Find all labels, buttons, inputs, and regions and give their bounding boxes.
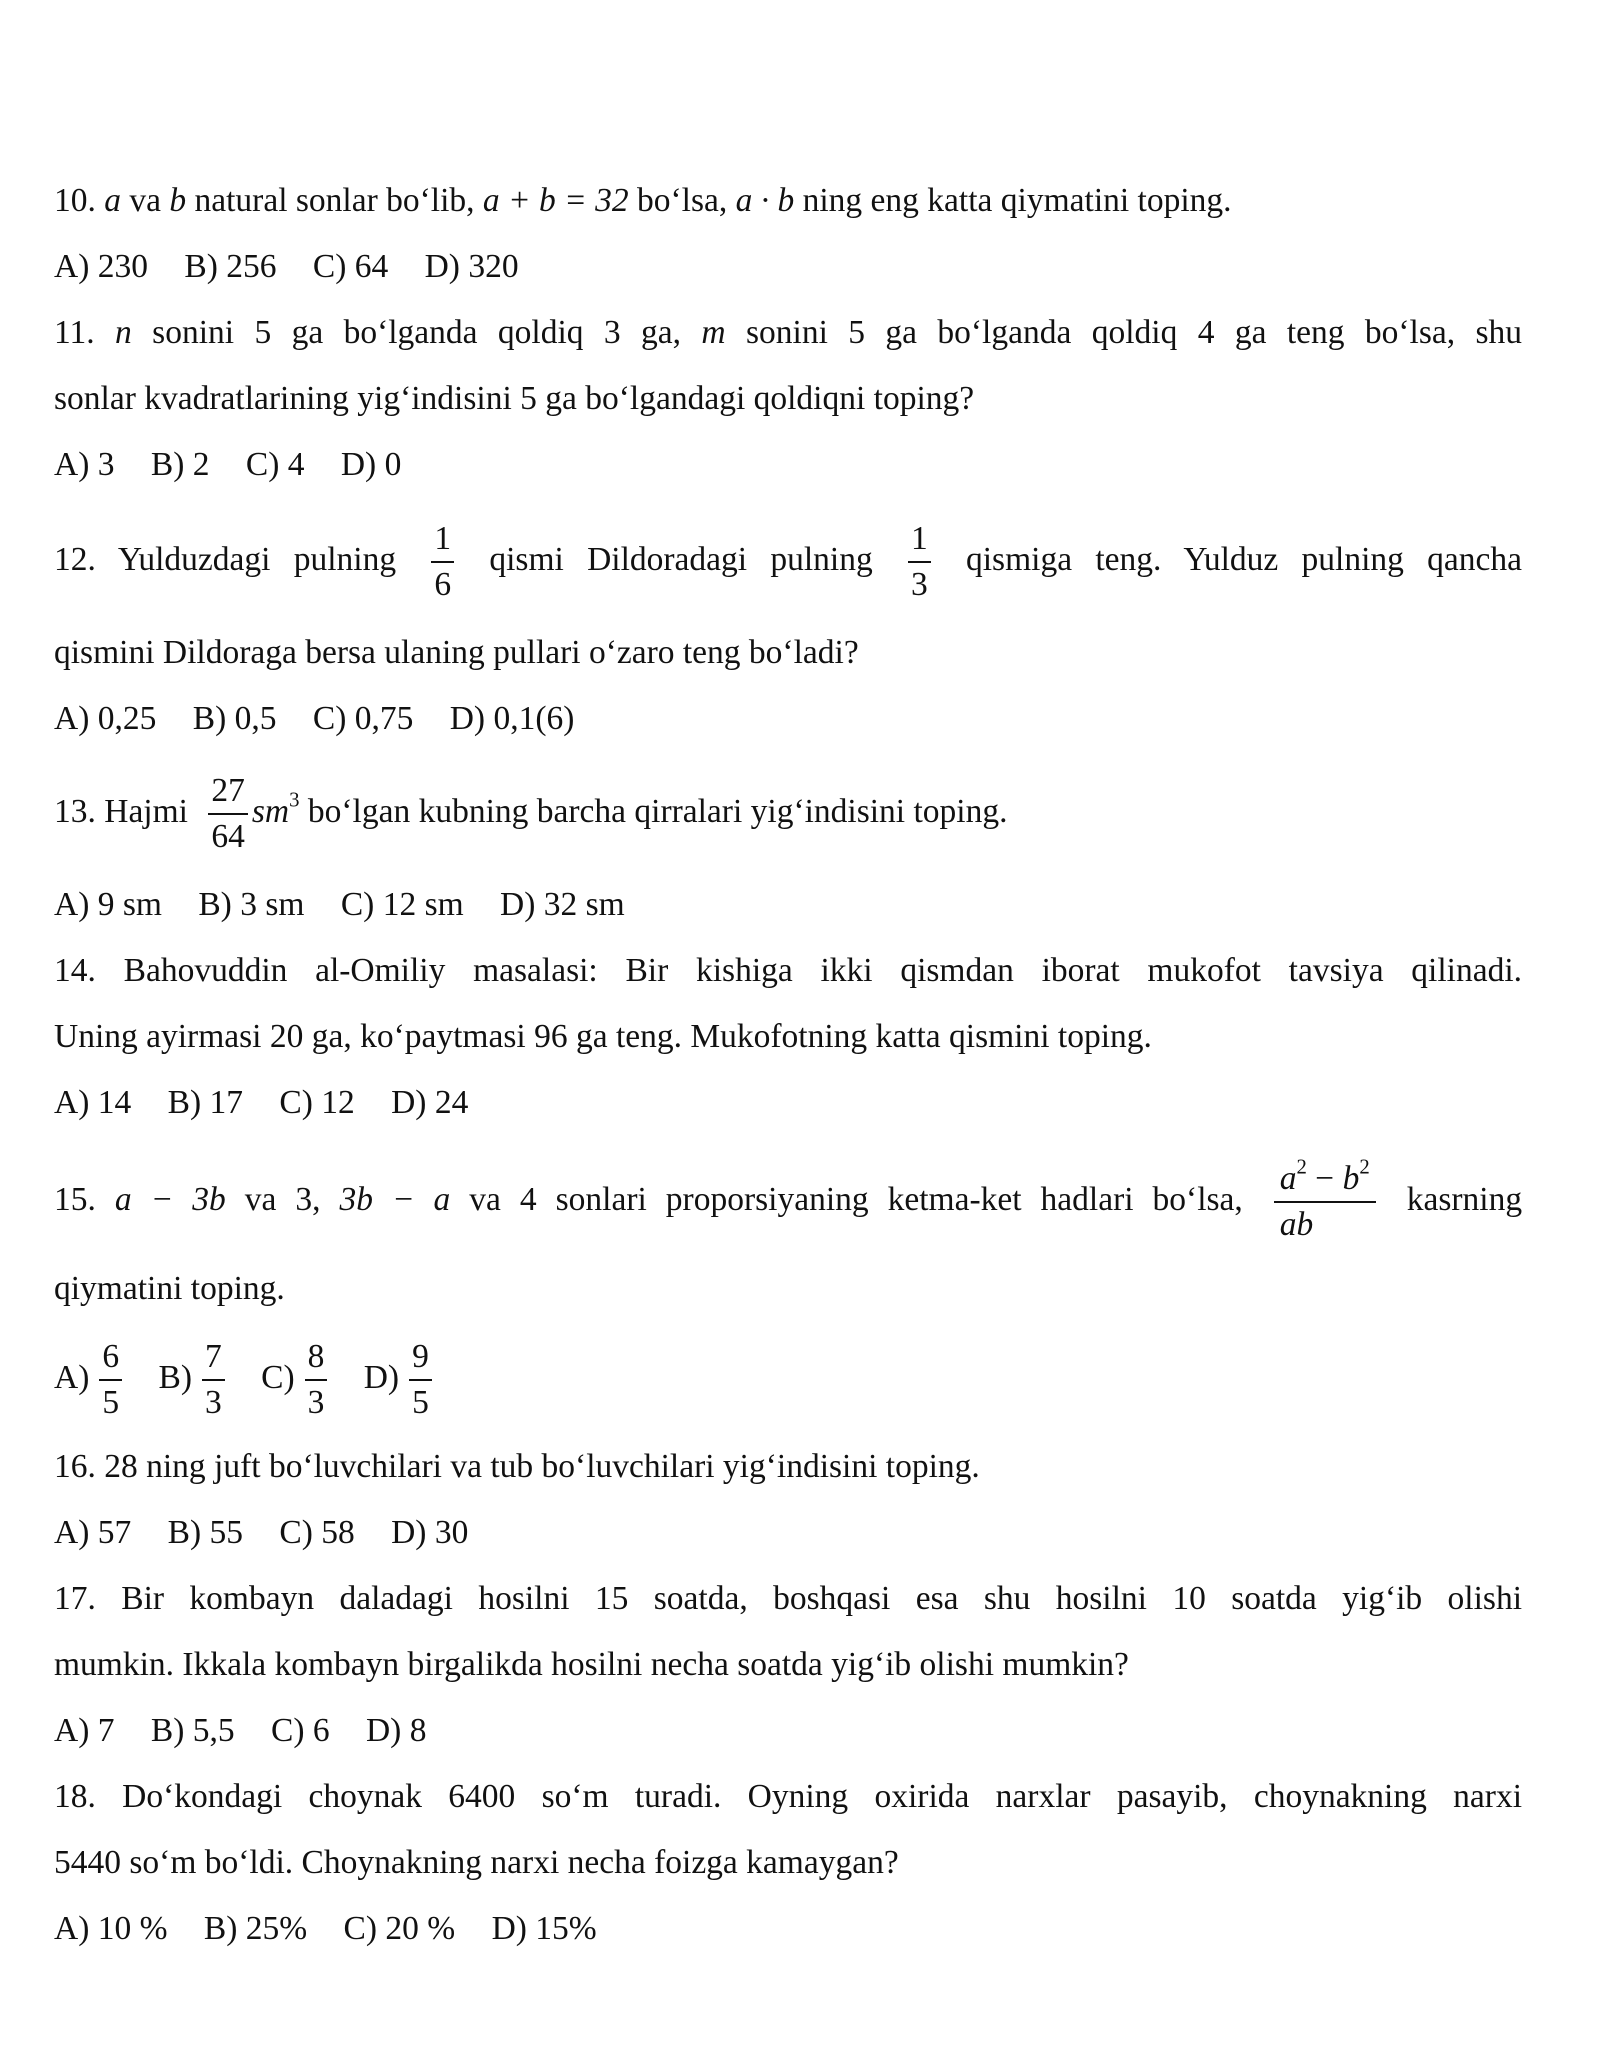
var-m: m — [701, 314, 726, 351]
unit: sm — [251, 793, 290, 830]
options-12 — [54, 686, 1522, 752]
var-a: a — [104, 182, 121, 219]
option-label: A) — [54, 1359, 90, 1396]
text: qismi Dildoradagi pulning — [489, 541, 873, 578]
numerator: 7 — [202, 1338, 225, 1382]
option-fraction — [305, 1338, 328, 1423]
option-b[interactable]: B) 256 — [184, 248, 277, 285]
option-a[interactable]: A) 14 — [54, 1084, 132, 1121]
option-b[interactable]: B) 3 sm — [198, 886, 305, 923]
text: va — [129, 182, 161, 219]
numerator — [1274, 1155, 1376, 1204]
equation: a + b = 32 — [482, 182, 629, 219]
denominator: 64 — [211, 818, 245, 856]
denominator: 5 — [412, 1384, 429, 1422]
option-c[interactable]: C) 64 — [312, 248, 389, 285]
question-16 — [54, 1434, 1522, 1500]
option-c[interactable] — [261, 1337, 333, 1422]
option-c[interactable]: C) 20 % — [343, 1910, 456, 1947]
question-12-line-2: qismini Dildoraga bersa ulaning pullari o‘zaro teng bo‘ladi? — [54, 634, 859, 671]
fraction-expression — [1274, 1155, 1376, 1245]
text: sonini 5 ga bo‘lganda qoldiq 3 ga, — [152, 314, 682, 351]
question-number: 11. — [54, 314, 95, 351]
options-11 — [54, 432, 1522, 498]
question-13 — [54, 764, 1522, 860]
text: kasrning — [1406, 1181, 1523, 1218]
options-17 — [54, 1698, 1522, 1764]
question-15 — [54, 1152, 1522, 1248]
option-b[interactable]: B) 25% — [203, 1910, 308, 1947]
option-d[interactable]: D) 0,1(6) — [449, 700, 575, 737]
options-13 — [54, 872, 1522, 938]
var-b: b — [1342, 1159, 1360, 1197]
fraction-1-3 — [908, 520, 931, 605]
text: va 3, — [244, 1181, 321, 1218]
option-d[interactable]: D) 30 — [391, 1514, 469, 1551]
fraction-27-64 — [208, 772, 248, 857]
denominator: 5 — [102, 1384, 120, 1422]
denominator: 3 — [307, 1384, 325, 1422]
text: Do‘kondagi choynak 6400 so‘m turadi. Oyning oxirida narxlar pasayib, choynakning narxi — [122, 1778, 1522, 1815]
options-15 — [54, 1330, 1522, 1426]
text: Yulduzdagi pulning — [117, 541, 397, 578]
option-label: B) — [158, 1359, 192, 1396]
option-d[interactable]: D) 320 — [424, 248, 519, 285]
question-15-line-2: qiymatini toping. — [54, 1270, 285, 1307]
question-17 — [54, 1566, 1522, 1632]
question-number: 10. — [54, 182, 96, 219]
option-a[interactable]: A) 9 sm — [54, 886, 162, 923]
option-a[interactable]: A) 7 — [54, 1712, 115, 1749]
text: bo‘lsa, — [637, 182, 728, 219]
option-b[interactable]: B) 55 — [167, 1514, 243, 1551]
question-11 — [54, 300, 1522, 366]
expression: a · b — [735, 182, 795, 219]
option-c[interactable]: C) 0,75 — [312, 700, 414, 737]
option-d[interactable]: D) 24 — [391, 1084, 469, 1121]
option-a[interactable] — [54, 1337, 128, 1422]
expression-1: a − 3b — [114, 1181, 226, 1218]
option-d[interactable]: D) 8 — [365, 1712, 427, 1749]
denominator: 3 — [204, 1384, 222, 1422]
text: Hajmi — [104, 793, 188, 830]
option-fraction — [99, 1338, 122, 1423]
text: natural sonlar bo‘lib, — [194, 182, 475, 219]
option-a[interactable]: A) 3 — [54, 446, 115, 483]
question-number: 17. — [54, 1580, 96, 1617]
expression-2: 3b − a — [339, 1181, 451, 1218]
option-d[interactable]: D) 0 — [340, 446, 402, 483]
numerator: 27 — [208, 772, 248, 816]
exponent: 2 — [1296, 1155, 1307, 1179]
options-18 — [54, 1896, 1522, 1962]
option-d[interactable] — [363, 1337, 438, 1422]
question-12 — [54, 512, 1522, 608]
numerator: 6 — [99, 1338, 122, 1382]
text: Bir kombayn daladagi hosilni 15 soatda, boshqasi esa shu hosilni 10 soatda yig‘ib olishi — [121, 1580, 1523, 1617]
option-a[interactable]: A) 10 % — [54, 1910, 168, 1947]
question-14 — [54, 938, 1522, 1004]
exponent: 3 — [289, 788, 300, 812]
options-10 — [54, 234, 1522, 300]
option-a[interactable]: A) 230 — [54, 248, 148, 285]
question-number: 18. — [54, 1778, 96, 1815]
option-a[interactable]: A) 57 — [54, 1514, 132, 1551]
options-14 — [54, 1070, 1522, 1136]
question-10 — [54, 168, 1522, 234]
var-n: n — [115, 314, 132, 351]
question-14-line-2: Uning ayirmasi 20 ga, ko‘paytmasi 96 ga teng. Mukofotning katta qismini toping. — [54, 1018, 1152, 1055]
option-c[interactable]: C) 6 — [270, 1712, 330, 1749]
option-d[interactable]: D) 15% — [491, 1910, 597, 1947]
option-b[interactable] — [158, 1337, 230, 1422]
var-a: a — [1279, 1159, 1297, 1197]
numerator: 1 — [908, 520, 931, 564]
option-label: D) — [363, 1359, 400, 1396]
text: va 4 sonlari proporsiyaning ketma-ket hadlari bo‘lsa, — [469, 1181, 1243, 1218]
question-number: 13. — [54, 793, 96, 830]
option-a[interactable]: A) 0,25 — [54, 700, 157, 737]
question-number: 16. — [54, 1448, 96, 1485]
numerator: 1 — [431, 520, 454, 564]
question-18 — [54, 1764, 1522, 1830]
text: Bahovuddin al-Omiliy masalasi: Bir kishiga ikki qismdan iborat mukofot tavsiya qilinadi. — [123, 952, 1523, 989]
option-fraction — [409, 1338, 432, 1423]
option-b[interactable]: B) 17 — [167, 1084, 243, 1121]
option-c[interactable]: C) 4 — [245, 446, 305, 483]
text: sonini 5 ga bo‘lganda qoldiq 4 ga teng bo‘lsa, shu — [746, 314, 1523, 351]
option-c[interactable]: C) 12 sm — [340, 886, 464, 923]
numerator: 8 — [305, 1338, 328, 1382]
var-b: b — [169, 182, 187, 219]
option-fraction — [202, 1338, 225, 1423]
question-11-line-2: sonlar kvadratlarining yig‘indisini 5 ga bo‘lgandagi qoldiqni toping? — [54, 380, 975, 417]
fraction-1-6 — [431, 520, 454, 605]
option-b[interactable]: B) 5,5 — [150, 1712, 235, 1749]
text: ning eng katta qiymatini toping. — [802, 182, 1232, 219]
question-number: 12. — [54, 541, 96, 578]
text: bo‘lgan kubning barcha qirralari yig‘indisini toping. — [307, 793, 1008, 830]
option-d[interactable]: D) 32 sm — [500, 886, 625, 923]
text: qismiga teng. Yulduz pulning qancha — [966, 541, 1523, 578]
option-b[interactable]: B) 0,5 — [192, 700, 277, 737]
question-number: 15. — [54, 1181, 96, 1218]
option-c[interactable]: C) 12 — [279, 1084, 355, 1121]
exponent: 2 — [1359, 1155, 1370, 1179]
option-c[interactable]: C) 58 — [279, 1514, 355, 1551]
question-17-line-2: mumkin. Ikkala kombayn birgalikda hosilni necha soatda yig‘ib olishi mumkin? — [54, 1646, 1129, 1683]
question-number: 14. — [54, 952, 96, 989]
numerator: 9 — [409, 1338, 432, 1382]
options-16 — [54, 1500, 1522, 1566]
question-18-line-2: 5440 so‘m bo‘ldi. Choynakning narxi necha foizga kamaygan? — [54, 1844, 899, 1881]
option-b[interactable]: B) 2 — [150, 446, 210, 483]
denominator: 3 — [910, 566, 928, 604]
denominator: ab — [1279, 1206, 1314, 1244]
text: 28 ning juft bo‘luvchilari va tub bo‘luvchilari yig‘indisini toping. — [104, 1448, 980, 1485]
minus: − — [1306, 1159, 1343, 1197]
option-label: C) — [261, 1359, 295, 1396]
denominator: 6 — [434, 566, 452, 604]
